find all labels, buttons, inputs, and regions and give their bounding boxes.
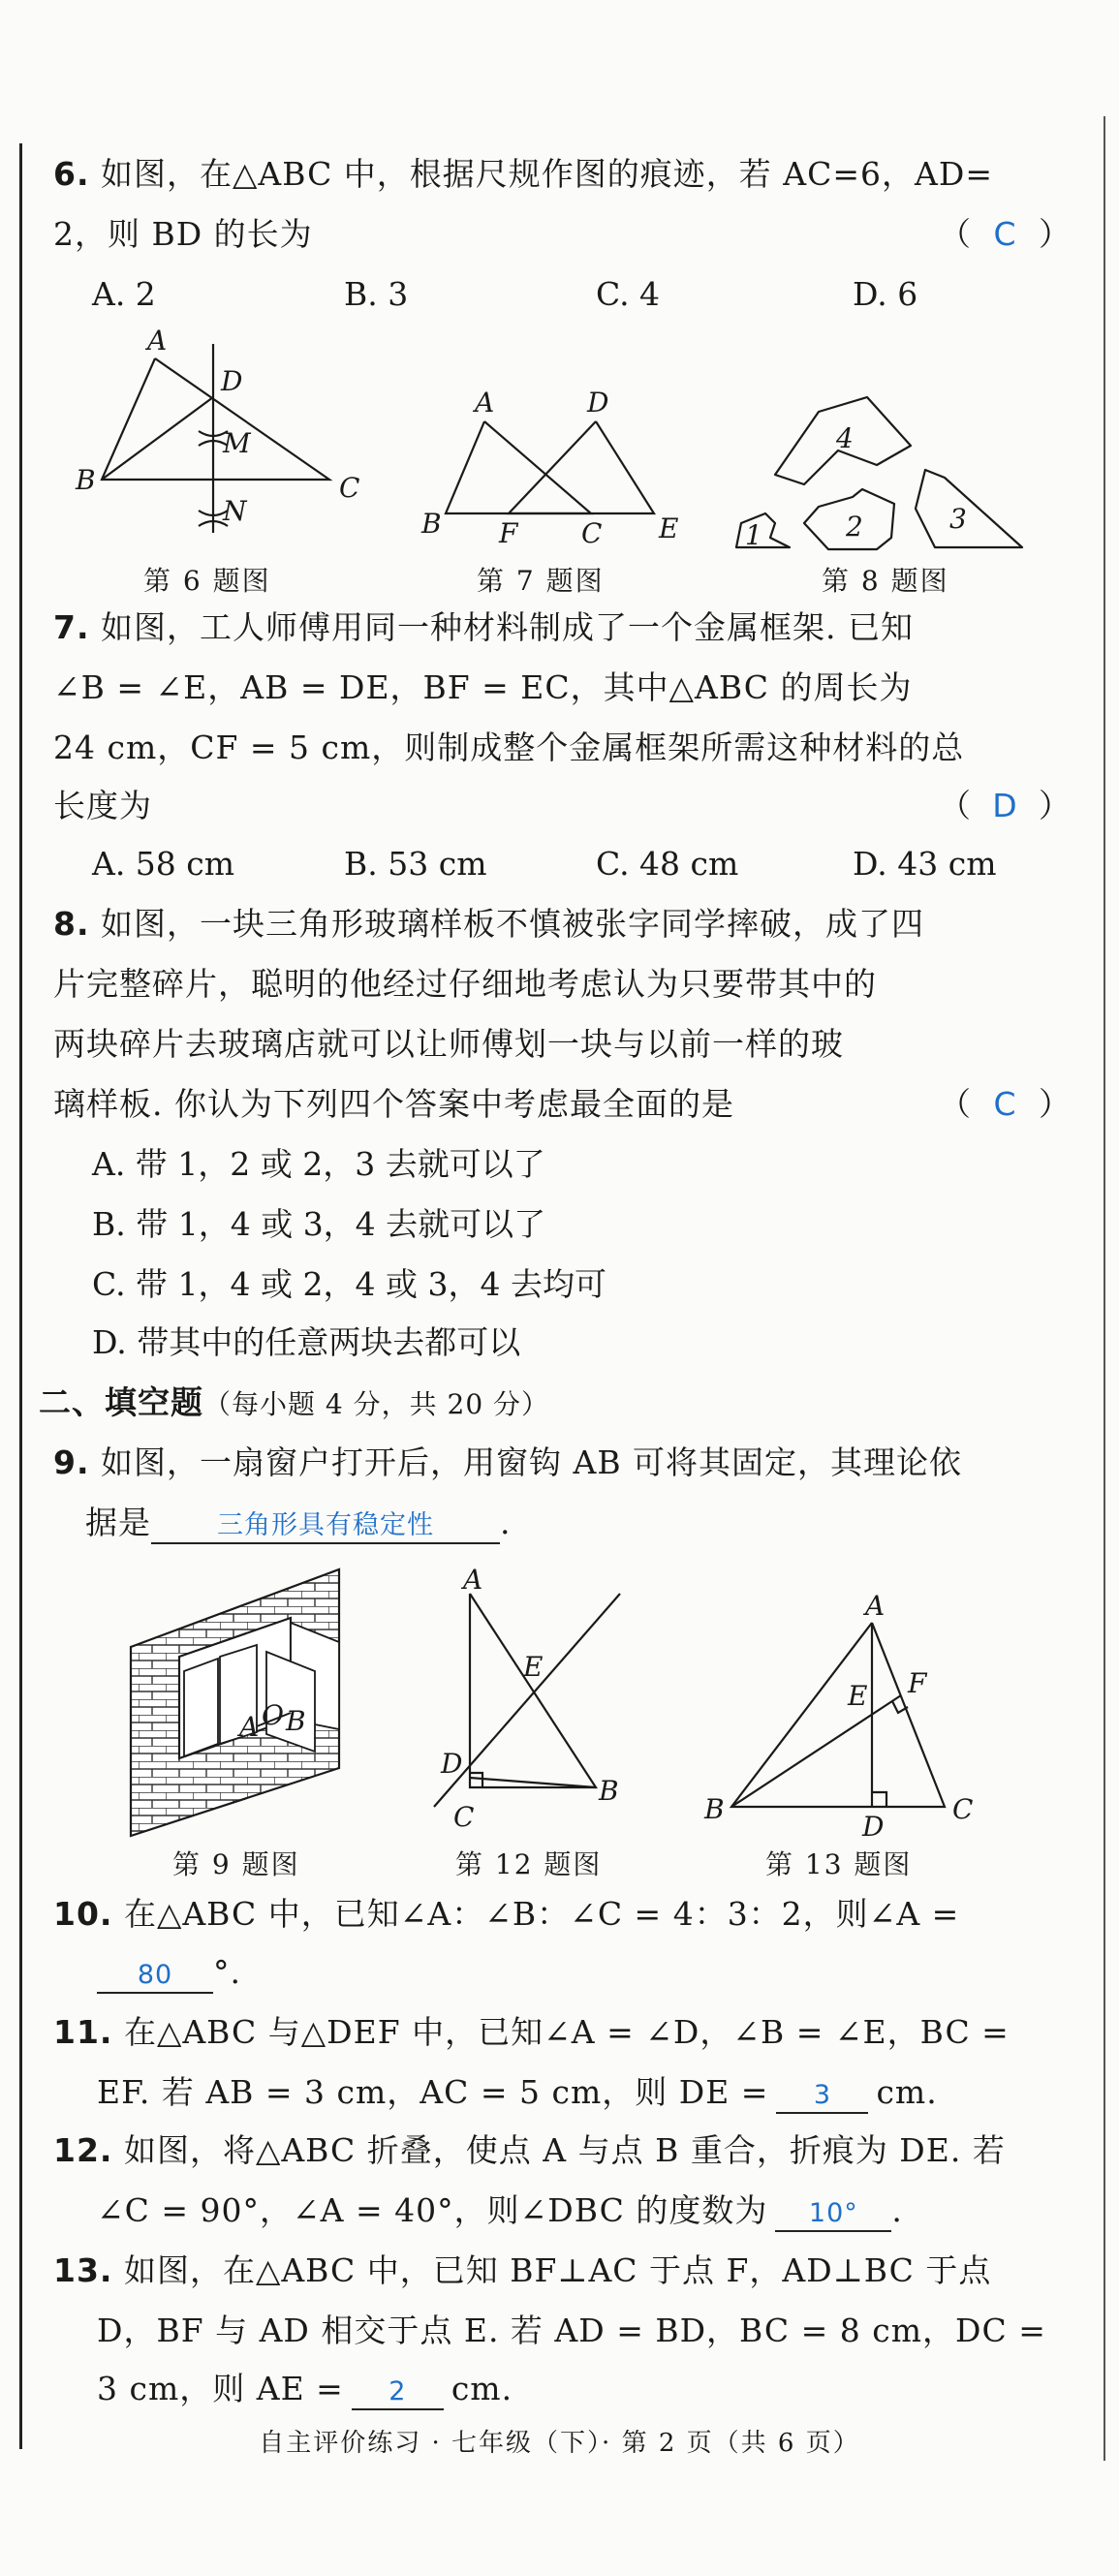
q8-number: 8. [53, 905, 90, 943]
fig9-label-a: A [239, 1711, 260, 1743]
fig7-label-d: D [587, 387, 609, 419]
q7-answer-paren: （ D ） [939, 787, 1071, 824]
page-right-edge [1103, 116, 1105, 2461]
q10-line2: 80 °. [97, 1953, 241, 1994]
q9-answer: 三角形具有稳定性 [217, 1510, 434, 1540]
q9-line2: 据是 三角形具有稳定性 . [85, 1504, 512, 1544]
q7-number: 7. [53, 608, 90, 646]
q13-line3: 3 cm，则 AE = 2 cm. [97, 2370, 513, 2410]
fig8-caption: 第 8 题图 [822, 565, 949, 597]
q12-line2: ∠C = 90°，∠A = 40°，则∠DBC 的度数为 10° . [97, 2191, 903, 2232]
q8-answer-paren: （ C ） [939, 1085, 1071, 1123]
q10-line1: 10. 在△ABC 中，已知∠A：∠B：∠C = 4：3：2，则∠A = [53, 1895, 960, 1933]
q6-option-d: D. 6 [853, 275, 918, 313]
fig6-caption: 第 6 题图 [143, 565, 271, 597]
fig12-label-a: A [463, 1564, 483, 1596]
q13-number: 13. [53, 2251, 113, 2289]
fig13-label-a: A [865, 1590, 886, 1622]
q11-line2: EF. 若 AB = 3 cm，AC = 5 cm，则 DE = 3 cm. [97, 2073, 938, 2114]
q9-answer-blank [151, 1506, 500, 1544]
q10-number: 10. [53, 1895, 113, 1933]
fig13-caption: 第 13 题图 [765, 1848, 913, 1880]
q8-option-c: C. 带 1，4 或 2，4 或 3，4 去均可 [92, 1265, 606, 1303]
q6-line2 [53, 215, 313, 254]
fig12-label-c: C [453, 1801, 475, 1833]
q11-number: 11. [53, 2013, 113, 2051]
fig7-label-b: B [421, 508, 442, 540]
q8-option-b: B. 带 1，4 或 3，4 去就可以了 [92, 1205, 546, 1243]
fig13-label-d: D [862, 1811, 885, 1843]
q12-answer-blank [775, 2194, 891, 2232]
q6-answer-paren: （ C ） [939, 215, 1071, 253]
fig6-label-a: A [147, 325, 168, 357]
page-left-edge [19, 143, 22, 2449]
q7-option-a: A. 58 cm [92, 845, 235, 883]
figure-9 [111, 1560, 421, 1850]
q7-option-c: C. 48 cm [596, 845, 739, 883]
fig8-label-3: 3 [949, 503, 967, 535]
q13-answer: 2 [389, 2376, 407, 2406]
q8-option-d: D. 带其中的任意两块去都可以 [92, 1323, 521, 1361]
q8-option-a: A. 带 1，2 或 2，3 去就可以了 [92, 1145, 545, 1183]
fig13-label-b: B [704, 1793, 725, 1825]
q10-answer-blank [97, 1956, 213, 1994]
section2-note: （每小题 4 分，共 20 分） [203, 1388, 550, 1420]
fig8-label-1: 1 [745, 519, 762, 551]
figure-7 [417, 388, 707, 581]
fig9-label-o: O [262, 1699, 284, 1731]
q8-line3: 两块碎片去玻璃店就可以让师傅划一块与以前一样的玻 [53, 1025, 844, 1063]
figure-6 [68, 325, 378, 567]
fig9-caption: 第 9 题图 [172, 1848, 300, 1880]
q8-answer: C [993, 1085, 1016, 1123]
q8-line4: 璃样板. 你认为下列四个答案中考虑最全面的是 [53, 1085, 734, 1123]
q6-text1: 如图，在△ABC 中，根据尺规作图的痕迹，若 AC=6，AD= [101, 155, 993, 193]
q7-line3: 24 cm，CF = 5 cm，则制成整个金属框架所需这种材料的总 [53, 729, 965, 766]
q9-number: 9. [53, 1443, 90, 1481]
q6-option-b: B. 3 [344, 275, 409, 313]
fig7-label-e: E [659, 512, 679, 544]
q10-answer: 80 [137, 1960, 173, 1990]
q12-answer: 10° [808, 2198, 858, 2228]
q6-text2: 2，则 BD 的长为 [53, 215, 313, 253]
q6-answer: C [993, 215, 1016, 253]
q8-line2: 片完整碎片，聪明的他经过仔细地考虑认为只要带其中的 [53, 965, 877, 1003]
fig6-label-d: D [221, 365, 243, 397]
figure-12 [426, 1564, 649, 1833]
q7-line1: 7. 如图，工人师傅用同一种材料制成了一个金属框架. 已知 [53, 608, 914, 646]
fig12-label-e: E [523, 1651, 544, 1683]
fig12-label-d: D [441, 1748, 463, 1780]
q7-line2: ∠B = ∠E，AB = DE，BF = EC，其中△ABC 的周长为 [53, 668, 913, 706]
q13-answer-blank [352, 2373, 444, 2410]
q12-line1: 12. 如图，将△ABC 折叠，使点 A 与点 B 重合，折痕为 DE. 若 [53, 2131, 1006, 2169]
q6-option-a: A. 2 [92, 275, 156, 313]
q13-line2: D，BF 与 AD 相交于点 E. 若 AD = BD，BC = 8 cm，DC = [97, 2312, 1046, 2349]
fig13-label-f: F [908, 1667, 927, 1699]
fig13-label-e: E [848, 1680, 868, 1712]
figure-8 [731, 392, 1041, 586]
fig6-label-n: N [223, 495, 247, 527]
q7-option-d: D. 43 cm [853, 845, 997, 883]
fig7-caption: 第 7 题图 [477, 565, 605, 597]
section2-heading [39, 1383, 549, 1424]
fig7-label-f: F [499, 517, 518, 549]
section2-title: 二、填空题 [39, 1383, 203, 1421]
page-footer: 自主评价练习 · 七年级（下）· 第 2 页（共 6 页） [259, 2429, 860, 2458]
q13-line1: 13. 如图，在△ABC 中，已知 BF⊥AC 于点 F，AD⊥BC 于点 [53, 2251, 992, 2289]
q9-line1: 9. 如图，一扇窗户打开后，用窗钩 AB 可将其固定，其理论依 [53, 1443, 963, 1481]
figure-13 [702, 1590, 1012, 1843]
fig6-label-m: M [223, 427, 251, 459]
fig8-label-2: 2 [846, 511, 863, 543]
q7-answer: D [992, 787, 1017, 824]
q7-option-b: B. 53 cm [344, 845, 487, 883]
fig13-label-c: C [952, 1793, 974, 1825]
fig7-label-c: C [581, 517, 603, 549]
q7-line4: 长度为 [53, 787, 152, 824]
q11-line1: 11. 在△ABC 与△DEF 中，已知∠A = ∠D，∠B = ∠E，BC = [53, 2013, 1010, 2051]
q6-option-c: C. 4 [596, 275, 661, 313]
q6-line1 [53, 155, 993, 194]
fig12-caption: 第 12 题图 [455, 1848, 603, 1880]
fig7-label-a: A [475, 387, 495, 419]
q8-line1: 8. 如图，一块三角形玻璃样板不慎被张字同学摔破，成了四 [53, 905, 924, 943]
fig8-label-4: 4 [836, 422, 854, 454]
q6-number: 6. [53, 155, 90, 193]
fig6-label-b: B [76, 464, 96, 496]
q11-answer: 3 [813, 2080, 832, 2110]
q11-answer-blank [776, 2076, 868, 2114]
fig12-label-b: B [599, 1775, 619, 1807]
q12-number: 12. [53, 2131, 113, 2169]
fig6-label-c: C [339, 472, 360, 504]
fig9-label-b: B [286, 1705, 306, 1737]
